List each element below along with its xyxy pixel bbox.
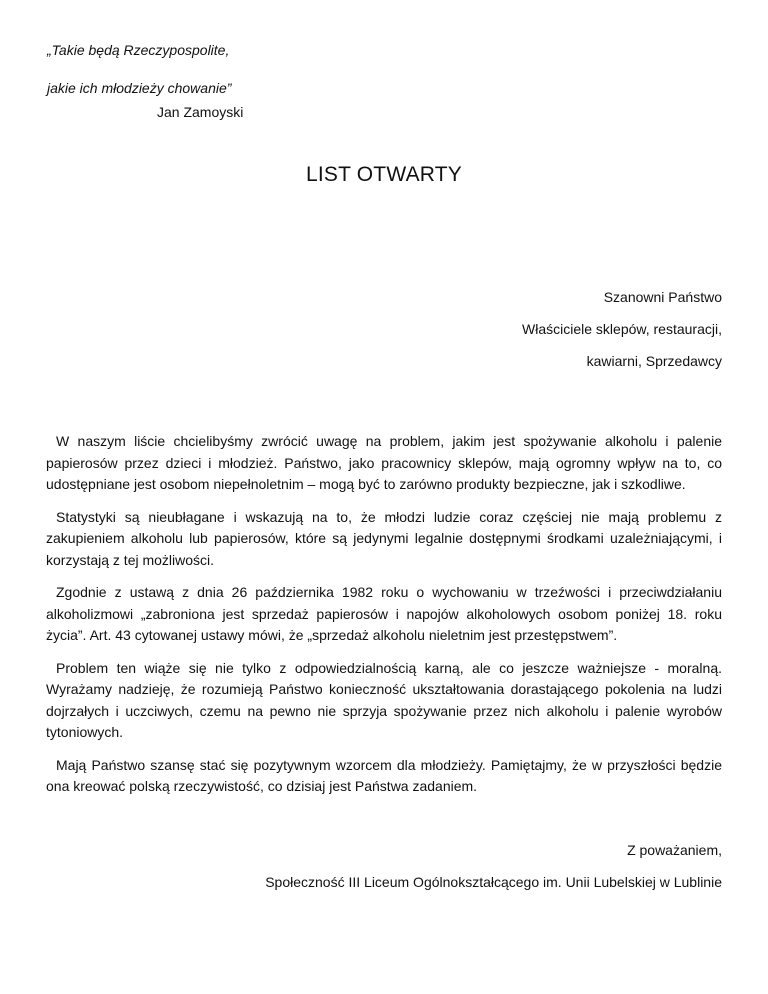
- epigraph-line: „Takie będą Rzeczypospolite,: [47, 42, 230, 58]
- signature: Społeczność III Liceum Ogólnokształcącego im. Unii Lubelskiej w Lublinie: [265, 874, 722, 890]
- closing: [265, 840, 722, 904]
- closing-line: Z poważaniem,: [627, 842, 722, 858]
- salutation: [522, 287, 722, 383]
- letter-body: [46, 431, 722, 809]
- document-title: LIST OTWARTY: [305, 163, 463, 186]
- epigraph-line: jakie ich młodzieży chowanie”: [47, 80, 232, 96]
- body-paragraph: W naszym liście chcielibyśmy zwrócić uwagę na problem, jakim jest spożywanie alkoholu i palenie papierosów przez dzieci i młodzież. Państwo, jako pracownicy sklepów, mają ogromny wpływ na to, co udostępniane jest osobom niepełnoletnim – mogą być to zarówno produkty bezpieczne, jak i szkodliwe.: [46, 433, 722, 492]
- salutation-line: Właściciele sklepów, restauracji,: [522, 321, 722, 337]
- body-paragraph: Problem ten wiąże się nie tylko z odpowiedzialnością karną, ale co jeszcze ważniejsze - moralną. Wyrażamy nadzieję, że rozumieją Państwo konieczność ukształtowania dorastającego pokolenia na ludzi dojrzałych i uczciwych, czemu na pewno nie sprzyja spożywanie przez nich alkoholu i palenie wyrobów tytoniowych.: [46, 659, 722, 740]
- body-paragraph: Statystyki są nieubłagane i wskazują na to, że młodzi ludzie coraz częściej nie mają problemu z zakupieniem alkoholu lub papierosów, które są jedynymi legalnie dostępnymi środkami uzależniającymi, i korzystają z tej możliwości.: [46, 508, 722, 568]
- body-paragraph: Zgodnie z ustawą z dnia 26 października 1982 roku o wychowaniu w trzeźwości i przeciwdziałaniu alkoholizmowi „zabroniona jest sprzedaż papierosów i napojów alkoholowych osobom poniżej 18. roku życia”. Art. 43 cytowanej ustawy mówi, że „sprzedaż alkoholu nieletnim jest przestępstwem”.: [46, 584, 722, 643]
- epigraph-author: Jan Zamoyski: [157, 104, 244, 120]
- body-paragraph: Mają Państwo szansę stać się pozytywnym wzorcem dla młodzieży. Pamiętajmy, że w przyszłości będzie ona kreować polską rzeczywistość, co dzisiaj jest Państwa zadaniem.: [46, 756, 722, 794]
- salutation-line: Szanowni Państwo: [603, 289, 722, 305]
- epigraph: [47, 40, 347, 120]
- salutation-line: kawiarni, Sprzedawcy: [586, 353, 722, 369]
